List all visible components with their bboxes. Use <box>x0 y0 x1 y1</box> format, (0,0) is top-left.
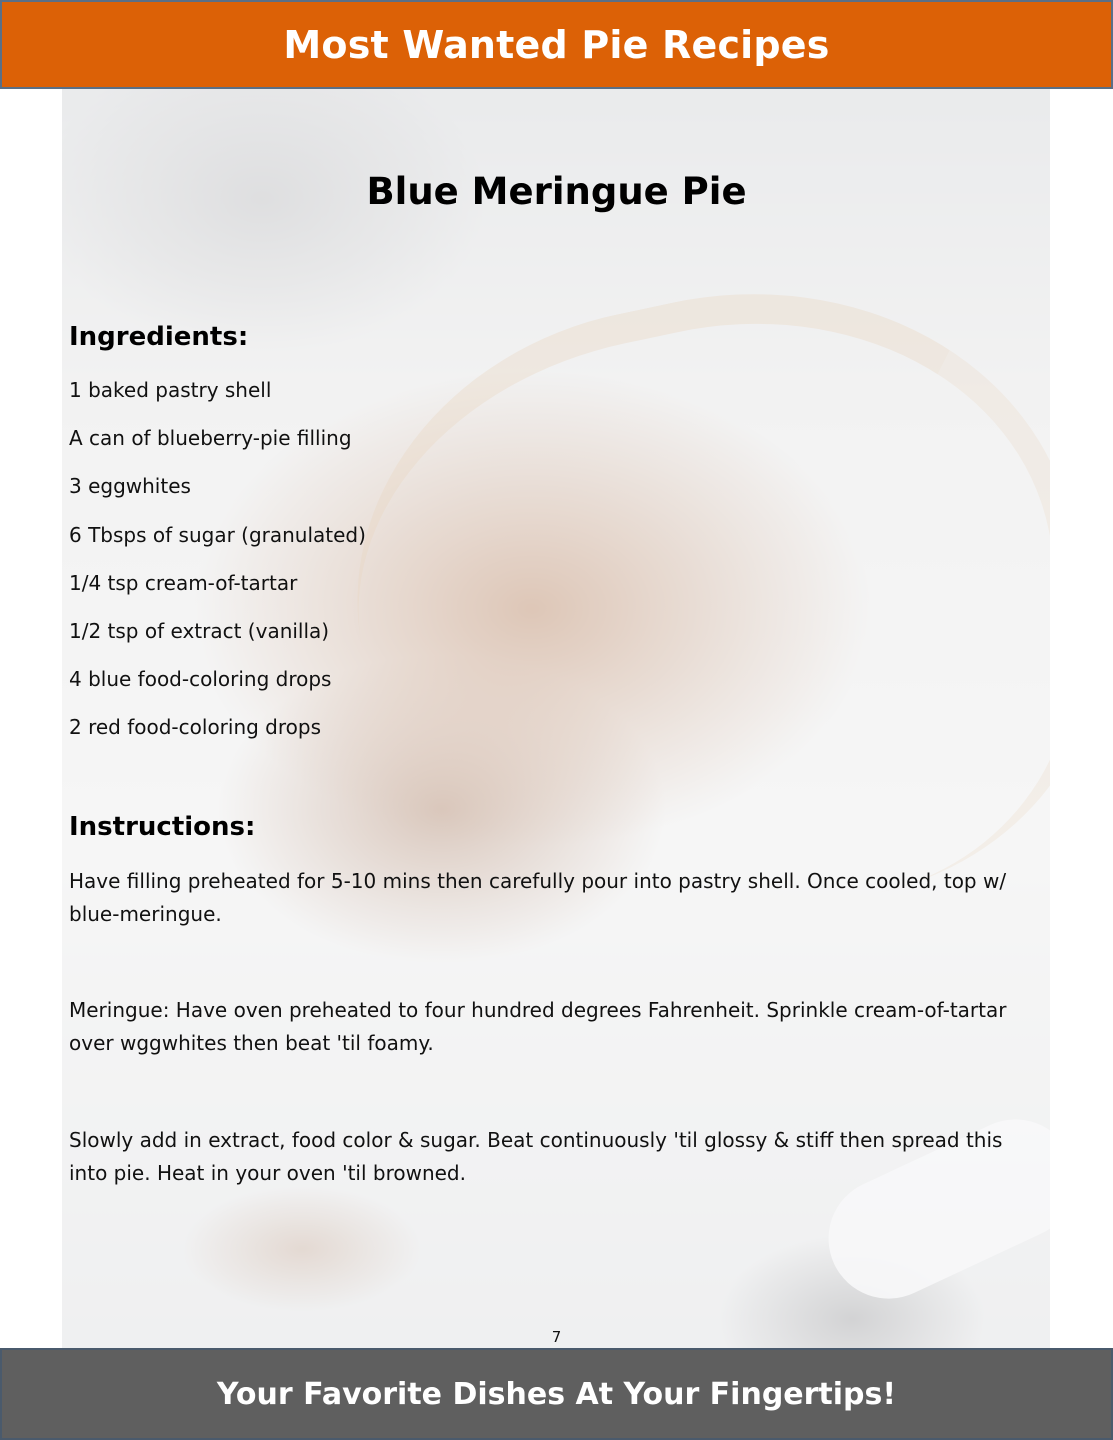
ingredient-item: 3 eggwhites <box>69 474 191 499</box>
instruction-paragraph: Meringue: Have oven preheated to four hundred degrees Fahrenheit. Sprinkle cream-of-tartar over wggwhites then beat 'til foamy. <box>69 998 1007 1055</box>
ingredient-item: A can of blueberry-pie filling <box>69 426 352 451</box>
instruction-paragraph: Slowly add in extract, food color & sugar. Beat continuously 'til glossy & stiff then spread this into pie. Heat in your oven 'til browned. <box>69 1128 1003 1185</box>
ingredient-item: 4 blue food-coloring drops <box>69 667 332 692</box>
page-number: 7 <box>551 1328 562 1346</box>
ingredient-list <box>69 376 366 762</box>
footer-tagline: Your Favorite Dishes At Your Fingertips! <box>216 1376 897 1412</box>
book-title: Most Wanted Pie Recipes <box>283 22 830 67</box>
ingredient-item: 1/4 tsp cream-of-tartar <box>69 570 298 595</box>
ingredient-item: 6 Tbsps of sugar (granulated) <box>69 522 366 547</box>
footer-band <box>0 1348 1113 1440</box>
ingredient-item: 2 red food-coloring drops <box>69 715 322 740</box>
ingredient-item: 1/2 tsp of extract (vanilla) <box>69 618 330 643</box>
recipe-title: Blue Meringue Pie <box>366 170 747 213</box>
ingredient-item: 1 baked pastry shell <box>69 378 272 402</box>
ingredients-heading: Ingredients: <box>69 322 249 352</box>
instruction-paragraph: Have filling preheated for 5-10 mins then carefully pour into pastry shell. Once cooled, top w/ blue-meringue. <box>69 869 1007 926</box>
instructions-heading: Instructions: <box>69 812 256 842</box>
